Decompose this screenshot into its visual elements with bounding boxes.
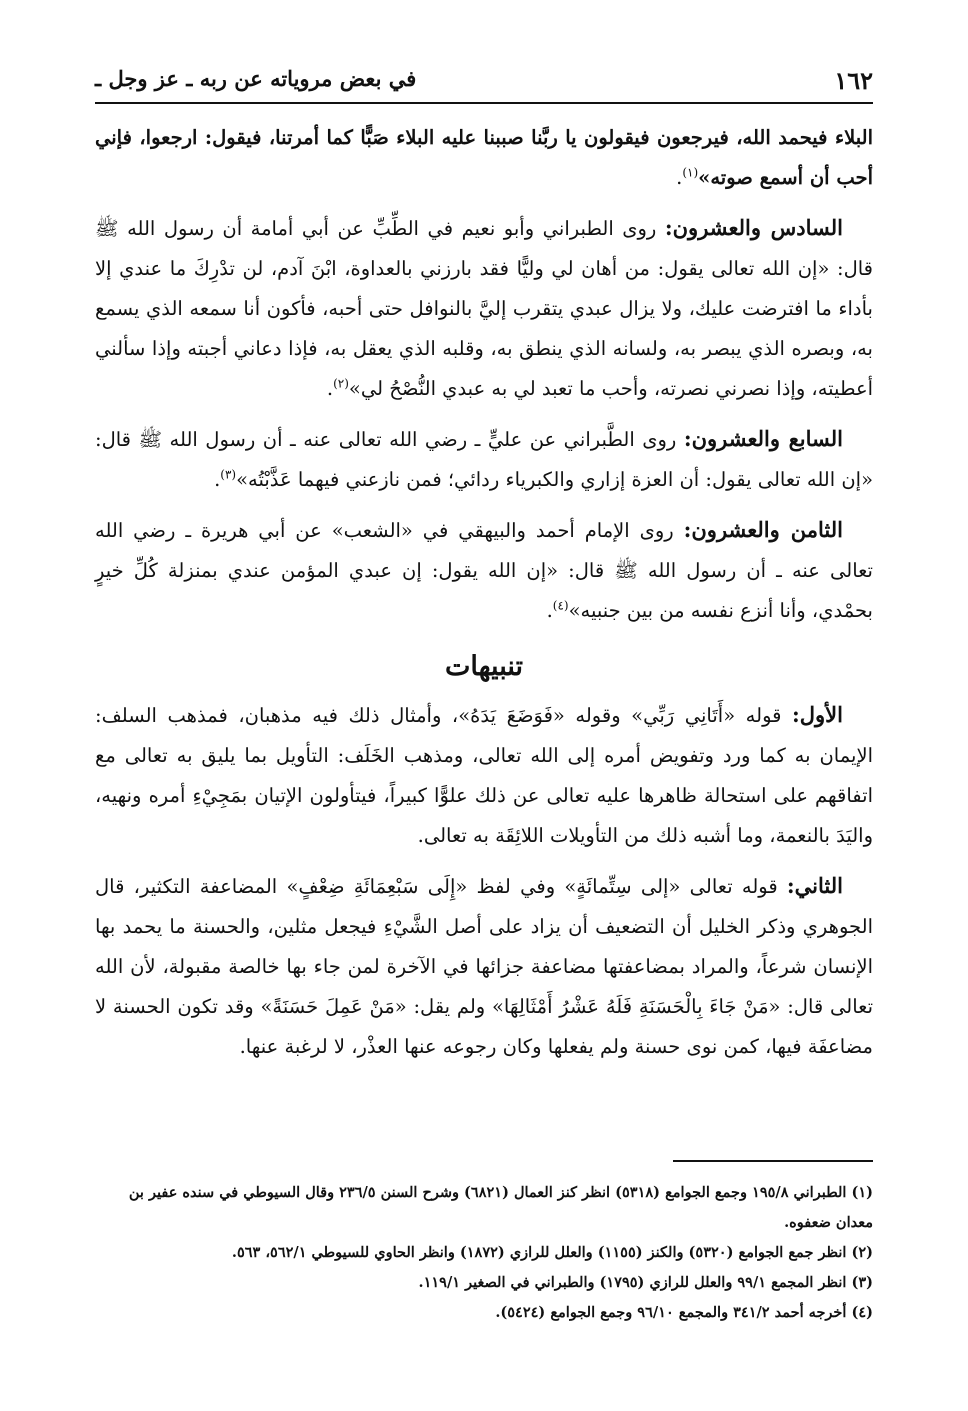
- page-number: ١٦٢: [834, 66, 873, 95]
- main-text: [95, 118, 873, 1077]
- hadith-heading: السابع والعشرون:: [683, 426, 843, 451]
- footnote-1: (١) الطبراني ١٩٥/٨ وجمع الجوامع (٥٣١٨) انظر كنز العمال (٦٨٢١) وشرح السنن ٢٣٦/٥ وقال السيوطي في سنده عفير بن معدان ضعفوه.: [128, 1184, 873, 1231]
- hadith-28: الثامن والعشرون: روى الإمام أحمد والبيهقي في «الشعب» عن أبي هريرة ـ رضي الله تعالى عنه ـ أن رسول الله ﷺ قال: «إن الله يقول: إن عبدي المؤمن عندي بمنزلة كُلِّ خيرٍ بحمْدي، وأنا أنزع نفسه من بين جنبيه»$^{(٤)}$.: [95, 517, 873, 622]
- hadith-26: السادس والعشرون: روى الطبراني وأبو نعيم في الطِّبِّ عن أبي أمامة أن رسول الله ﷺ قال: «إن الله تعالى يقول: من أهان لي وليًّا فقد بارزني بالعداوة، ابْنَ آدم، لن تدْرِكَ ما عندي إلا بأداء ما افترضت عليك، ولا يزال عبدي يتقرب إليَّ بالنوافل حتى أحبه، فأكون أنا سمعه الذي يسمع به، وبصره الذي يبصر به، ولسانه الذي ينطق به، وقلبه الذي يعقل به، فإذا دعاني أجبته وإذا سألني أعطيته، وإذا نصرني نصرته، وأحب ما تعبد لي به عبدي النُّصْحُ لي»$^{(٢)}$.: [95, 215, 873, 400]
- footnote-divider: [673, 1160, 873, 1162]
- footnote-4: (٤) أخرجه أحمد ٣٤١/٢ والمجمع ٩٦/١٠ وجمع الجوامع (٥٤٢٤).: [495, 1304, 873, 1321]
- page-header: [95, 62, 873, 104]
- running-title: في بعض مروياته عن ربه ـ عز وجل ـ: [95, 66, 417, 91]
- footnote-ref: (١): [682, 165, 699, 180]
- note-second: الثاني: قوله تعالى «إلى سِتِّمائَةٍ» وفي لفظ «إِلَى سَبْعِمَائَةِ ضِعْفٍ» المضاعفة التكثير، قال الجوهري وذكر الخليل أن التضعيف أن يزاد على أصل الشَّيْءِ فيجعل مثلين، والحسنة ما يحمد بها الإنسان شرعاً، والمراد بمضاعفتها مضاعفة جزائها في الآخرة لمن جاء بها خالصة مقبولة، لأن الله تعالى قال: «مَنْ جَاءَ بِالْحَسَنَةِ فَلَهُ عَشْرُ أَمْثَالِهَا» ولم يقل: «مَنْ عَمِلَ حَسَنَةً» وقد تكون الحسنة لا مضاعفَة فيها، كمن نوى حسنة ولم يفعلها وكان رجوعه عنها العذْر، لا لرغبة عنها.: [95, 873, 873, 1058]
- footnote-ref: (٢): [333, 376, 349, 391]
- hadith-heading: السادس والعشرون:: [664, 215, 843, 240]
- footnote-2: (٢) انظر جمع الجوامع (٥٣٢٠) والكنز (١١٥٥) والعلل للرازي (١٨٧٢) وانظر الحاوي للسيوطي ٥٦٢/١، ٥٦٣.: [231, 1244, 873, 1261]
- footnote-ref: (٤): [552, 598, 569, 613]
- hadith-heading: الثامن والعشرون:: [683, 517, 843, 542]
- note-heading: الأول:: [792, 702, 843, 727]
- paragraph-continuation: البلاء فيحمد الله، فيرجعون فيقولون يا ربَّنا صببنا عليه البلاء صَبًّا كما أمرتنا، فيقول: ارجعوا، فإني أحب أن أسمع صوته»$^{(١)}$.: [95, 126, 873, 189]
- footnotes: [95, 1178, 873, 1328]
- note-heading: الثاني:: [786, 873, 843, 898]
- note-first: الأول: قوله «أَتَانِي رَبِّي» وقوله «فَوَضَعَ يَدَهُ»، وأمثال ذلك فيه مذهبان، فمذهب السلف: الإيمان به كما ورد وتفويض أمره إلى الله تعالى، ومذهب الخَلَف: التأويل بما يليق به تعالى مع اتفاقهم على استحالة ظاهرها عليه تعالى عن ذلك علوًّا كبيراً، فيتأولون الإتيان بمَجِيْءِ أمره ونهيه، واليَدَ بالنعمة، وما أشبه ذلك من التأويلات اللائِقَة به تعالى.: [95, 702, 873, 847]
- section-title: تنبيهات: [444, 651, 524, 682]
- footnote-3: (٣) انظر المجمع ٩٩/١ والعلل للرازي (١٧٩٥) والطبراني في الصغير ١١٩/١.: [418, 1274, 873, 1291]
- footnote-ref: (٣): [220, 467, 237, 482]
- hadith-27: السابع والعشرون: روى الطَّبراني عن عليٍّ ـ رضي الله تعالى عنه ـ أن رسول الله ﷺ قال: «إن الله تعالى يقول: أن العزة إزاري والكبرياء ردائي؛ فمن نازعني فيهما عَذَّبْتُه»$^{(٣)}$.: [95, 426, 873, 491]
